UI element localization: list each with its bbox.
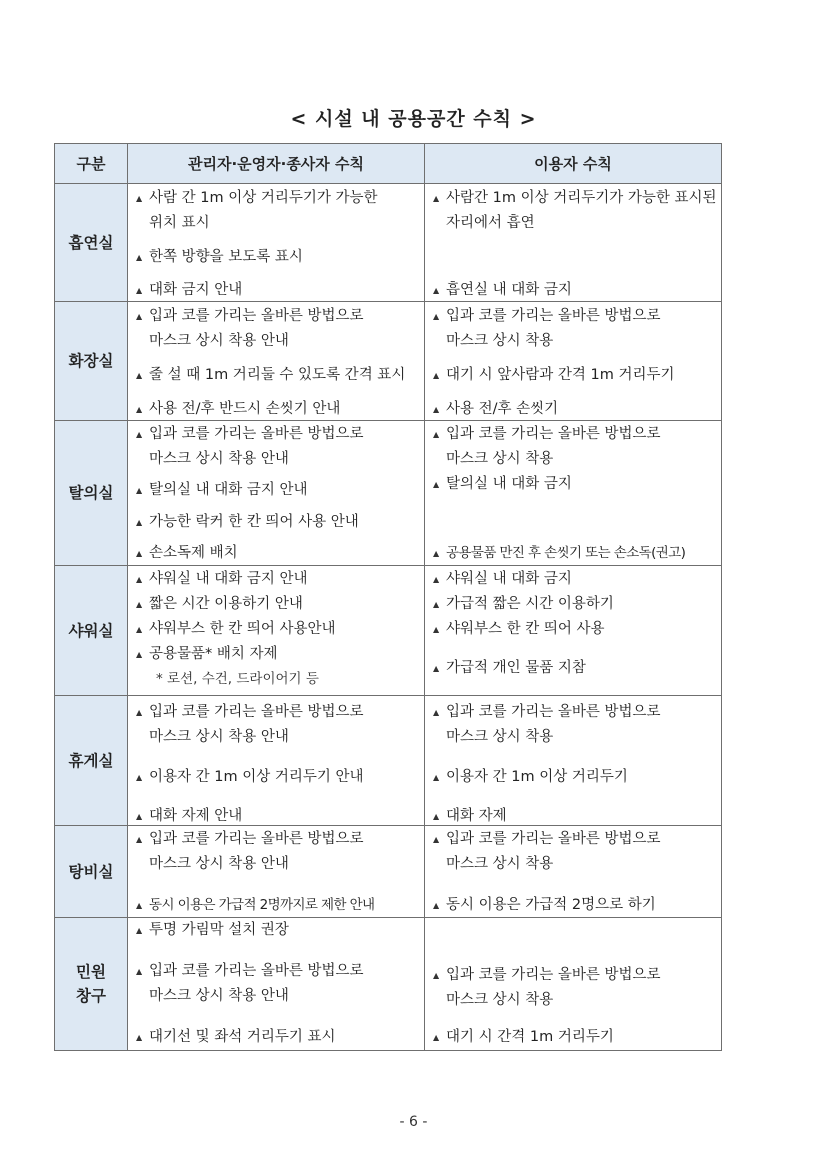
rule-line: 가급적 개인 물품 지참 — [446, 660, 586, 676]
rule-item — [433, 656, 717, 681]
rule-item — [433, 278, 717, 303]
row-category: 샤워실 — [55, 566, 128, 696]
user-rules-cell — [425, 184, 722, 302]
rule-item — [136, 918, 420, 943]
triangle-bullet-icon: ▲ — [136, 650, 143, 659]
rule-item — [136, 397, 420, 422]
rule-item — [136, 893, 420, 918]
rule-line: 마스크 상시 착용 안내 — [149, 333, 289, 349]
rule-line: 마스크 상시 착용 — [446, 992, 554, 1008]
rule-line: 마스크 상시 착용 안내 — [149, 451, 289, 467]
rule-item — [136, 422, 420, 472]
row-category: 흡연실 — [55, 184, 128, 302]
triangle-bullet-icon: ▲ — [136, 926, 143, 935]
user-rules-cell — [425, 918, 722, 1051]
rule-line: 이용자 간 1m 이상 거리두기 — [446, 768, 628, 785]
triangle-bullet-icon: ▲ — [136, 967, 143, 976]
rule-line: 마스크 상시 착용 — [446, 729, 554, 745]
rule-item — [136, 304, 420, 354]
triangle-bullet-icon: ▲ — [136, 405, 143, 414]
triangle-bullet-icon: ▲ — [136, 600, 143, 609]
rule-line: 탈의실 내 대화 금지 안내 — [149, 482, 308, 499]
rule-item — [433, 765, 717, 790]
triangle-bullet-icon: ▲ — [136, 486, 143, 496]
table-header-row — [55, 144, 722, 184]
rule-item — [433, 700, 717, 750]
rule-item — [433, 304, 717, 354]
operator-rules-cell — [128, 918, 425, 1051]
rule-item — [136, 642, 420, 667]
rule-item — [433, 804, 717, 829]
triangle-bullet-icon: ▲ — [433, 901, 440, 910]
rule-line: 샤워실 내 대화 금지 안내 — [149, 571, 308, 587]
rule-line: 샤워부스 한 칸 띄어 사용 — [446, 621, 605, 637]
triangle-bullet-icon: ▲ — [136, 772, 143, 782]
rule-line: 대화 자제 — [446, 808, 507, 824]
table-row — [55, 826, 722, 918]
rule-line: 위치 표시 — [149, 215, 210, 231]
row-category: 휴게실 — [55, 696, 128, 826]
public-space-rules-table — [54, 143, 722, 1051]
rule-line: 손소독제 배치 — [149, 544, 238, 561]
triangle-bullet-icon: ▲ — [136, 1033, 143, 1042]
table-row — [55, 566, 722, 696]
triangle-bullet-icon: ▲ — [136, 371, 143, 380]
rule-line: 동시 이용은 가급적 2명으로 하기 — [446, 897, 656, 913]
rule-item — [433, 422, 717, 472]
rule-item — [136, 363, 420, 388]
rule-item — [433, 363, 717, 388]
rule-line: 동시 이용은 가급적 2명까지로 제한 안내 — [149, 897, 375, 913]
rule-item — [433, 893, 717, 918]
operator-rules-cell — [128, 184, 425, 302]
row-category — [55, 918, 128, 1051]
rule-line: 마스크 상시 착용 — [446, 333, 554, 349]
table-row — [55, 184, 722, 302]
rule-item — [136, 478, 420, 503]
rule-line: 마스크 상시 착용 안내 — [149, 729, 289, 745]
operator-rules-cell — [128, 696, 425, 826]
triangle-bullet-icon: ▲ — [433, 664, 440, 673]
triangle-bullet-icon: ▲ — [136, 430, 143, 439]
rule-line: 공용물품* 배치 자제 — [149, 646, 278, 662]
triangle-bullet-icon: ▲ — [433, 812, 440, 821]
page-number: - 6 - — [399, 1114, 428, 1130]
document-title: < 시설 내 공용공간 수칙 > — [290, 108, 537, 130]
rule-item — [136, 959, 420, 1009]
rule-line: 입과 코를 가리는 올바른 방법으로 — [149, 963, 364, 979]
rule-line: 입과 코를 가리는 올바른 방법으로 — [149, 831, 364, 847]
table-row — [55, 302, 722, 421]
rule-line: 마스크 상시 착용 — [446, 451, 554, 467]
rule-item — [136, 245, 420, 270]
rule-line: 투명 가림막 설치 권장 — [149, 922, 289, 938]
table-row — [55, 918, 722, 1051]
triangle-bullet-icon: ▲ — [136, 252, 143, 262]
table-row — [55, 421, 722, 566]
triangle-bullet-icon: ▲ — [136, 625, 143, 634]
rule-item — [136, 804, 420, 829]
rule-item — [136, 186, 420, 236]
operator-rules-cell — [128, 421, 425, 566]
rule-item — [433, 592, 717, 617]
triangle-bullet-icon: ▲ — [433, 286, 440, 295]
triangle-bullet-icon: ▲ — [433, 971, 440, 980]
rule-line: 짧은 시간 이용하기 안내 — [149, 596, 303, 612]
rule-line: 공용물품 만진 후 손씻기 또는 손소독(권고) — [446, 545, 686, 561]
rule-line: 사람 간 1m 이상 거리두기가 가능한 — [149, 190, 378, 206]
rule-line: 탈의실 내 대화 금지 — [446, 476, 572, 492]
rule-line: 대기선 및 좌석 거리두기 표시 — [149, 1029, 336, 1045]
rule-line: 입과 코를 가리는 올바른 방법으로 — [446, 967, 661, 983]
triangle-bullet-icon: ▲ — [136, 812, 143, 821]
rule-item — [136, 765, 420, 790]
rule-item — [433, 186, 717, 236]
triangle-bullet-icon: ▲ — [136, 548, 143, 558]
triangle-bullet-icon: ▲ — [433, 312, 440, 321]
triangle-bullet-icon: ▲ — [433, 835, 440, 844]
triangle-bullet-icon: ▲ — [433, 430, 440, 439]
rule-line: 마스크 상시 착용 안내 — [149, 856, 289, 872]
rule-item — [433, 617, 717, 642]
rule-line: 입과 코를 가리는 올바른 방법으로 — [149, 426, 364, 442]
rule-item — [136, 567, 420, 592]
rule-item — [136, 617, 420, 642]
rule-item — [136, 592, 420, 617]
triangle-bullet-icon: ▲ — [433, 575, 440, 584]
user-rules-cell — [425, 421, 722, 566]
rule-line: 샤워부스 한 칸 띄어 사용안내 — [149, 621, 336, 637]
rule-item — [136, 278, 420, 303]
triangle-bullet-icon: ▲ — [136, 286, 143, 295]
user-rules-cell — [425, 566, 722, 696]
rule-item — [136, 700, 420, 750]
triangle-bullet-icon: ▲ — [433, 772, 440, 782]
triangle-bullet-icon: ▲ — [433, 480, 440, 489]
rule-line: 입과 코를 가리는 올바른 방법으로 — [446, 308, 661, 324]
triangle-bullet-icon: ▲ — [136, 708, 143, 717]
rule-line: 사람간 1m 이상 거리두기가 가능한 표시된 — [446, 190, 717, 206]
operator-rules-cell — [128, 826, 425, 918]
triangle-bullet-icon: ▲ — [136, 575, 143, 584]
rule-line: 마스크 상시 착용 안내 — [149, 988, 289, 1004]
user-rules-cell — [425, 696, 722, 826]
row-category: 화장실 — [55, 302, 128, 421]
user-rules-cell — [425, 302, 722, 421]
user-rules-cell — [425, 826, 722, 918]
operator-rules-cell — [128, 302, 425, 421]
header-user-rules: 이용자 수칙 — [425, 144, 722, 184]
rule-line: 입과 코를 가리는 올바른 방법으로 — [149, 308, 364, 324]
rule-item — [433, 397, 717, 422]
rule-line: 가능한 락커 한 칸 띄어 사용 안내 — [149, 513, 359, 530]
triangle-bullet-icon: ▲ — [433, 600, 440, 609]
rule-item — [433, 567, 717, 592]
rule-line: 입과 코를 가리는 올바른 방법으로 — [149, 704, 364, 720]
triangle-bullet-icon: ▲ — [136, 517, 143, 527]
footnote-shared-items: * 로션, 수건, 드라이어기 등 — [156, 671, 319, 687]
rule-line: 대화 자제 안내 — [149, 808, 243, 824]
row-category: 탈의실 — [55, 421, 128, 566]
rule-item — [136, 1025, 420, 1050]
triangle-bullet-icon: ▲ — [136, 901, 143, 910]
rule-item — [433, 472, 717, 497]
rule-item — [136, 541, 420, 566]
triangle-bullet-icon: ▲ — [433, 549, 440, 558]
row-category: 탕비실 — [55, 826, 128, 918]
rule-line: 대기 시 앞사람과 간격 1m 거리두기 — [446, 367, 675, 383]
category-line: 창구 — [76, 987, 106, 1005]
rule-line: 대화 금지 안내 — [149, 282, 243, 298]
triangle-bullet-icon: ▲ — [136, 312, 143, 321]
rule-item — [136, 827, 420, 877]
rule-item — [433, 827, 717, 877]
rule-item — [433, 541, 717, 566]
triangle-bullet-icon: ▲ — [433, 371, 440, 380]
category-line: 민원 — [76, 963, 106, 981]
rule-line: 한쪽 방향을 보도록 표시 — [149, 248, 303, 265]
rule-line: 입과 코를 가리는 올바른 방법으로 — [446, 704, 661, 720]
rule-line: 사용 전/후 손씻기 — [446, 401, 559, 417]
header-category: 구분 — [55, 144, 128, 184]
operator-rules-cell — [128, 566, 425, 696]
rule-line: 샤워실 내 대화 금지 — [446, 571, 572, 587]
header-operator-rules: 관리자·운영자·종사자 수칙 — [128, 144, 425, 184]
triangle-bullet-icon: ▲ — [433, 405, 440, 414]
rule-line: 흡연실 내 대화 금지 — [446, 282, 572, 298]
rule-item — [136, 510, 420, 535]
triangle-bullet-icon: ▲ — [433, 194, 440, 203]
rule-item — [433, 963, 717, 1013]
triangle-bullet-icon: ▲ — [433, 1033, 440, 1042]
triangle-bullet-icon: ▲ — [433, 708, 440, 717]
rule-line: 줄 설 때 1m 거리둘 수 있도록 간격 표시 — [149, 367, 406, 383]
rule-line: 이용자 간 1m 이상 거리두기 안내 — [149, 768, 364, 785]
table-row — [55, 696, 722, 826]
triangle-bullet-icon: ▲ — [433, 625, 440, 634]
rule-line: 대기 시 간격 1m 거리두기 — [446, 1029, 614, 1045]
rule-line: 가급적 짧은 시간 이용하기 — [446, 596, 614, 612]
triangle-bullet-icon: ▲ — [136, 194, 143, 203]
rule-line: 자리에서 흡연 — [446, 215, 535, 231]
rule-line: 입과 코를 가리는 올바른 방법으로 — [446, 426, 661, 442]
triangle-bullet-icon: ▲ — [136, 835, 143, 844]
rule-line: 입과 코를 가리는 올바른 방법으로 — [446, 831, 661, 847]
rule-line: 사용 전/후 반드시 손씻기 안내 — [149, 401, 341, 417]
rule-line: 마스크 상시 착용 — [446, 856, 554, 872]
rule-item — [433, 1025, 717, 1050]
